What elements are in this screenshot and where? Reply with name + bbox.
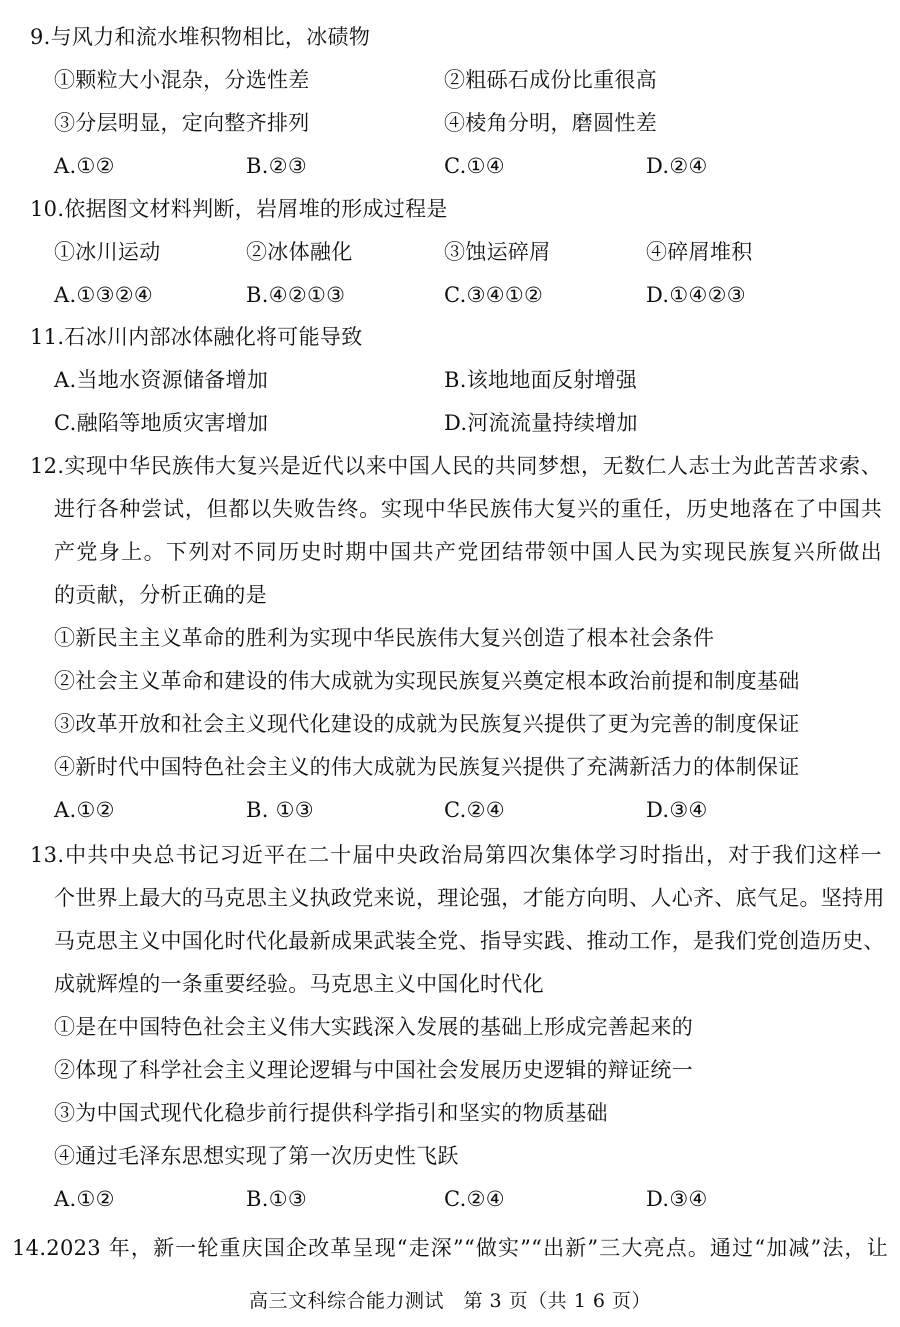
- q9-stem: 9.与风力和流水堆积物相比，冰碛物: [30, 25, 371, 49]
- q13-stem-line-3: 马克思主义中国化时代化最新成果武装全党、指导实践、推动工作，是我们党创造历史、: [54, 929, 885, 953]
- q13-stem-line-2: 个世界上最大的马克思主义执政党来说，理论强，才能方向明、人心齐、底气足。坚持用: [54, 886, 885, 910]
- q13-stem-line-1: 13.中共中央总书记习近平在二十届中央政治局第四次集体学习时指出，对于我们这样一: [30, 843, 882, 867]
- q12-item-3: ③改革开放和社会主义现代化建设的成就为民族复兴提供了更为完善的制度保证: [54, 712, 800, 736]
- q12-item-4: ④新时代中国特色社会主义的伟大成就为民族复兴提供了充满新活力的体制保证: [54, 755, 800, 779]
- q10-choice-d: D.①④②③: [646, 283, 746, 307]
- q10-choice-c: C.③④①②: [444, 283, 544, 307]
- q11-choice-b: B.该地地面反射增强: [444, 368, 638, 392]
- q14-stem-line-1: 14.2023 年，新一轮重庆国企改革呈现“走深”“做实”“出新”三大亮点。通过“加减”法，让: [12, 1236, 888, 1260]
- q12-stem-line-4: 的贡献，分析正确的是: [54, 583, 267, 607]
- q10-choice-a: A.①③②④: [54, 283, 153, 307]
- q13-stem-line-4: 成就辉煌的一条重要经验。马克思主义中国化时代化: [54, 972, 544, 996]
- q13-item-2: ②体现了科学社会主义理论逻辑与中国社会发展历史逻辑的辩证统一: [54, 1058, 693, 1082]
- q12-stem-line-2: 进行各种尝试，但都以失败告终。实现中华民族伟大复兴的重任，历史地落在了中国共: [54, 497, 882, 521]
- q12-choice-c: C.②④: [444, 798, 505, 822]
- q12-choice-d: D.③④: [646, 798, 708, 822]
- q10-item-2: ②冰体融化: [246, 240, 353, 264]
- q10-item-3: ③蚀运碎屑: [444, 240, 551, 264]
- q9-choice-b: B.②③: [246, 154, 307, 178]
- q11-choice-a: A.当地水资源储备增加: [54, 368, 269, 392]
- q13-item-3: ③为中国式现代化稳步前行提供科学指引和坚实的物质基础: [54, 1101, 608, 1125]
- q9-choice-c: C.①④: [444, 154, 505, 178]
- q9-choice-d: D.②④: [646, 154, 708, 178]
- q13-item-4: ④通过毛泽东思想实现了第一次历史性飞跃: [54, 1144, 459, 1168]
- q12-item-2: ②社会主义革命和建设的伟大成就为实现民族复兴奠定根本政治前提和制度基础: [54, 669, 800, 693]
- q13-item-1: ①是在中国特色社会主义伟大实践深入发展的基础上形成完善起来的: [54, 1015, 693, 1039]
- q9-choice-a: A.①②: [54, 154, 115, 178]
- q13-choice-d: D.③④: [646, 1187, 708, 1211]
- q12-item-1: ①新民主主义革命的胜利为实现中华民族伟大复兴创造了根本社会条件: [54, 626, 715, 650]
- q10-choice-b: B.④②①③: [246, 283, 346, 307]
- q13-choice-a: A.①②: [54, 1187, 115, 1211]
- q11-choice-d: D.河流流量持续增加: [444, 411, 638, 435]
- q10-stem: 10.依据图文材料判断，岩屑堆的形成过程是: [30, 197, 448, 221]
- page-footer: 高三文科综合能力测试 第 3 页（共 1 6 页）: [249, 1290, 651, 1312]
- q9-item-1: ①颗粒大小混杂，分选性差: [54, 68, 310, 92]
- q9-item-2: ②粗砾石成份比重很高: [444, 68, 657, 92]
- q12-choice-b: B. ①③: [246, 798, 314, 822]
- q13-choice-b: B.①③: [246, 1187, 307, 1211]
- q12-choice-a: A.①②: [54, 798, 115, 822]
- q9-item-3: ③分层明显，定向整齐排列: [54, 111, 310, 135]
- q11-choice-c: C.融陷等地质灾害增加: [54, 411, 269, 435]
- q11-stem: 11.石冰川内部冰体融化将可能导致: [30, 325, 363, 349]
- q12-stem-line-1: 12.实现中华民族伟大复兴是近代以来中国人民的共同梦想，无数仁人志士为此苦苦求索、: [30, 454, 882, 478]
- q10-item-4: ④碎屑堆积: [646, 240, 753, 264]
- q10-item-1: ①冰川运动: [54, 240, 161, 264]
- q12-stem-line-3: 产党身上。下列对不同历史时期中国共产党团结带领中国人民为实现民族复兴所做出: [54, 540, 882, 564]
- q9-item-4: ④棱角分明，磨圆性差: [444, 111, 657, 135]
- q13-choice-c: C.②④: [444, 1187, 505, 1211]
